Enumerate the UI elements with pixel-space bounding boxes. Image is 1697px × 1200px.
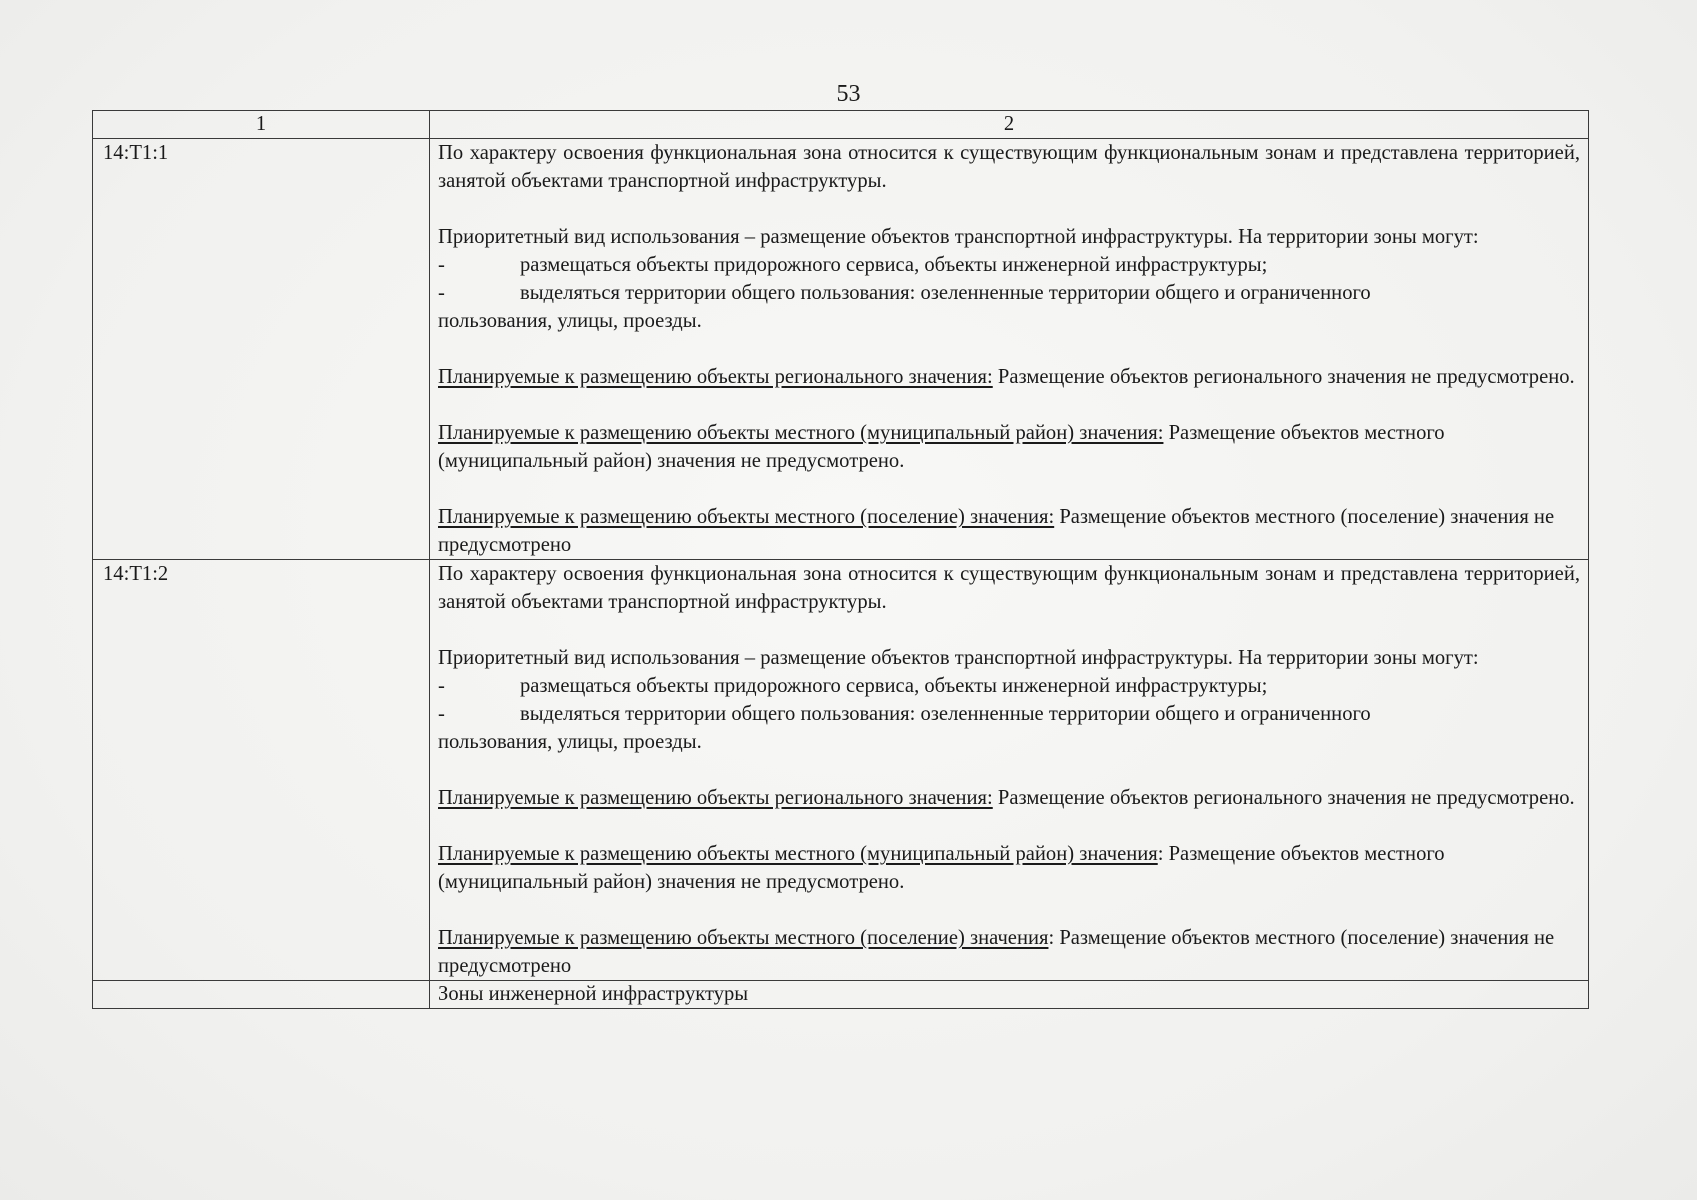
regional-objects-paragraph: Планируемые к размещению объекты регионального значения: Размещение объектов регионального значения не предусмотрено. (438, 366, 1575, 388)
intro-paragraph: По характеру освоения функциональная зона относится к существующим функциональным зонам и представлена территорией, занятой объектами транспортной инфраструктуры. (438, 563, 1580, 613)
list-item-continuation: пользования, улицы, проезды. (438, 310, 702, 332)
section-heading: Зоны инженерной инфраструктуры (430, 981, 1589, 1009)
zone-code: 14:Т1:1 (93, 139, 430, 560)
table-header-row (93, 111, 1589, 139)
regional-objects-label: Планируемые к размещению объекты регионального значения: (438, 366, 993, 388)
header-col-1: 1 (93, 111, 430, 139)
list-item-continuation: пользования, улицы, проезды. (438, 731, 702, 753)
local-objects-paragraph: Планируемые к размещению объекты местного (поселение) значения: Размещение объектов местного (поселение) значения не предусмотрено (438, 927, 1555, 977)
list-item: - размещаться объекты придорожного сервиса, объекты инженерной инфраструктуры; (438, 254, 1268, 276)
zone-description (430, 560, 1589, 981)
zones-table (92, 110, 1589, 1009)
municipal-objects-paragraph: Планируемые к размещению объекты местного (муниципальный район) значения: Размещение объектов местного (муниципальный район) значения не предусмотрено. (438, 422, 1445, 472)
intro-paragraph: По характеру освоения функциональная зона относится к существующим функциональным зонам и представлена территорией, занятой объектами транспортной инфраструктуры. (438, 142, 1580, 192)
table-row (93, 139, 1589, 560)
table-row (93, 981, 1589, 1009)
list-item: - размещаться объекты придорожного сервиса, объекты инженерной инфраструктуры; (438, 675, 1268, 697)
table-row (93, 560, 1589, 981)
municipal-objects-paragraph: Планируемые к размещению объекты местного (муниципальный район) значения: Размещение объектов местного (муниципальный район) значения не предусмотрено. (438, 843, 1445, 893)
zone-code: 14:Т1:2 (93, 560, 430, 981)
priority-paragraph: Приоритетный вид использования – размещение объектов транспортной инфраструктуры. На территории зоны могут: (438, 226, 1479, 248)
list-item: - выделяться территории общего пользования: озеленненные территории общего и ограниченного (438, 282, 1371, 304)
zone-description (430, 139, 1589, 560)
regional-objects-label: Планируемые к размещению объекты регионального значения: (438, 787, 993, 809)
municipal-objects-label: Планируемые к размещению объекты местного (муниципальный район) значения: (438, 422, 1164, 444)
municipal-objects-label: Планируемые к размещению объекты местного (муниципальный район) значения (438, 843, 1158, 865)
page-number: 53 (836, 81, 861, 107)
header-col-2: 2 (430, 111, 1589, 139)
zone-code (93, 981, 430, 1009)
regional-objects-paragraph: Планируемые к размещению объекты регионального значения: Размещение объектов регионального значения не предусмотрено. (438, 787, 1575, 809)
list-item: - выделяться территории общего пользования: озеленненные территории общего и ограниченного (438, 703, 1371, 725)
local-objects-label: Планируемые к размещению объекты местного (поселение) значения (438, 927, 1049, 949)
local-objects-paragraph: Планируемые к размещению объекты местного (поселение) значения: Размещение объектов местного (поселение) значения не предусмотрено (438, 506, 1555, 556)
priority-paragraph: Приоритетный вид использования – размещение объектов транспортной инфраструктуры. На территории зоны могут: (438, 647, 1479, 669)
local-objects-label: Планируемые к размещению объекты местного (поселение) значения: (438, 506, 1055, 528)
